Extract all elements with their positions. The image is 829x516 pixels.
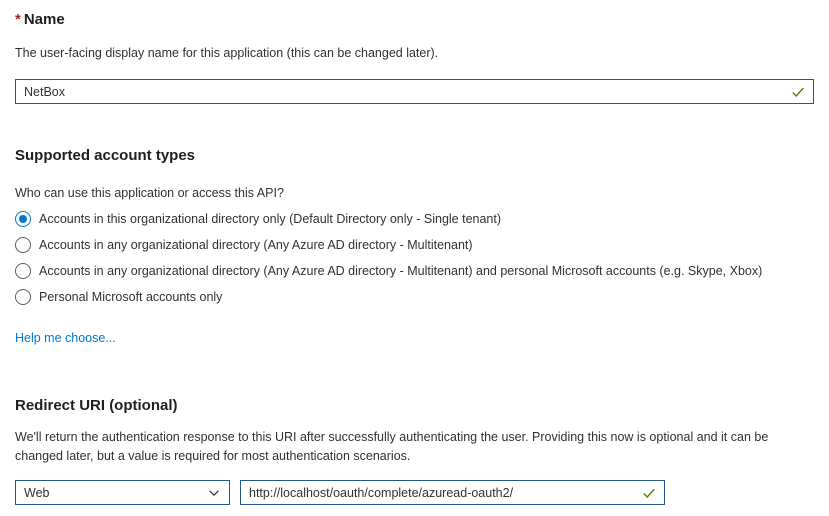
platform-select-dropdown[interactable] [15,480,230,505]
account-types-radio-group [15,206,814,310]
radio-option-multitenant[interactable] [15,232,814,258]
name-label: Name [23,11,65,28]
account-types-title: Supported account types [15,147,196,164]
help-me-choose-link[interactable]: Help me choose... [15,331,116,345]
required-asterisk: * [15,11,21,28]
name-input-container [15,79,814,104]
radio-unselected-icon [15,263,31,279]
account-types-question: Who can use this application or access this API? [15,186,284,200]
radio-option-label: Accounts in any organizational directory (Any Azure AD directory - Multitenant) [39,238,473,252]
radio-unselected-icon [15,237,31,253]
name-description: The user-facing display name for this application (this can be changed later). [15,46,439,60]
valid-check-icon [642,486,656,500]
radio-option-single-tenant[interactable] [15,206,814,232]
name-section-title [15,10,814,30]
radio-option-label: Accounts in any organizational directory (Any Azure AD directory - Multitenant) and personal Microsoft accounts (e.g. Skype, Xbox) [39,264,763,278]
radio-option-label: Personal Microsoft accounts only [39,290,223,304]
valid-check-icon [791,85,805,99]
redirect-uri-input[interactable] [249,486,642,500]
radio-selected-icon [15,211,31,227]
name-input[interactable] [24,85,791,99]
redirect-uri-description: We'll return the authentication response to this URI after successfully authenticating the user. Providing this now is optional and it can be changed later, but a value is required for most authentication scenarios. [15,430,769,463]
platform-selected-value: Web [24,485,50,500]
redirect-uri-input-container [240,480,665,505]
redirect-uri-title: Redirect URI (optional) [15,397,178,414]
radio-option-personal-only[interactable] [15,284,814,310]
redirect-uri-row [15,480,814,505]
chevron-down-icon [207,486,221,500]
radio-option-multitenant-personal[interactable] [15,258,814,284]
radio-unselected-icon [15,289,31,305]
radio-option-label: Accounts in this organizational directory only (Default Directory only - Single tenant) [39,212,502,226]
